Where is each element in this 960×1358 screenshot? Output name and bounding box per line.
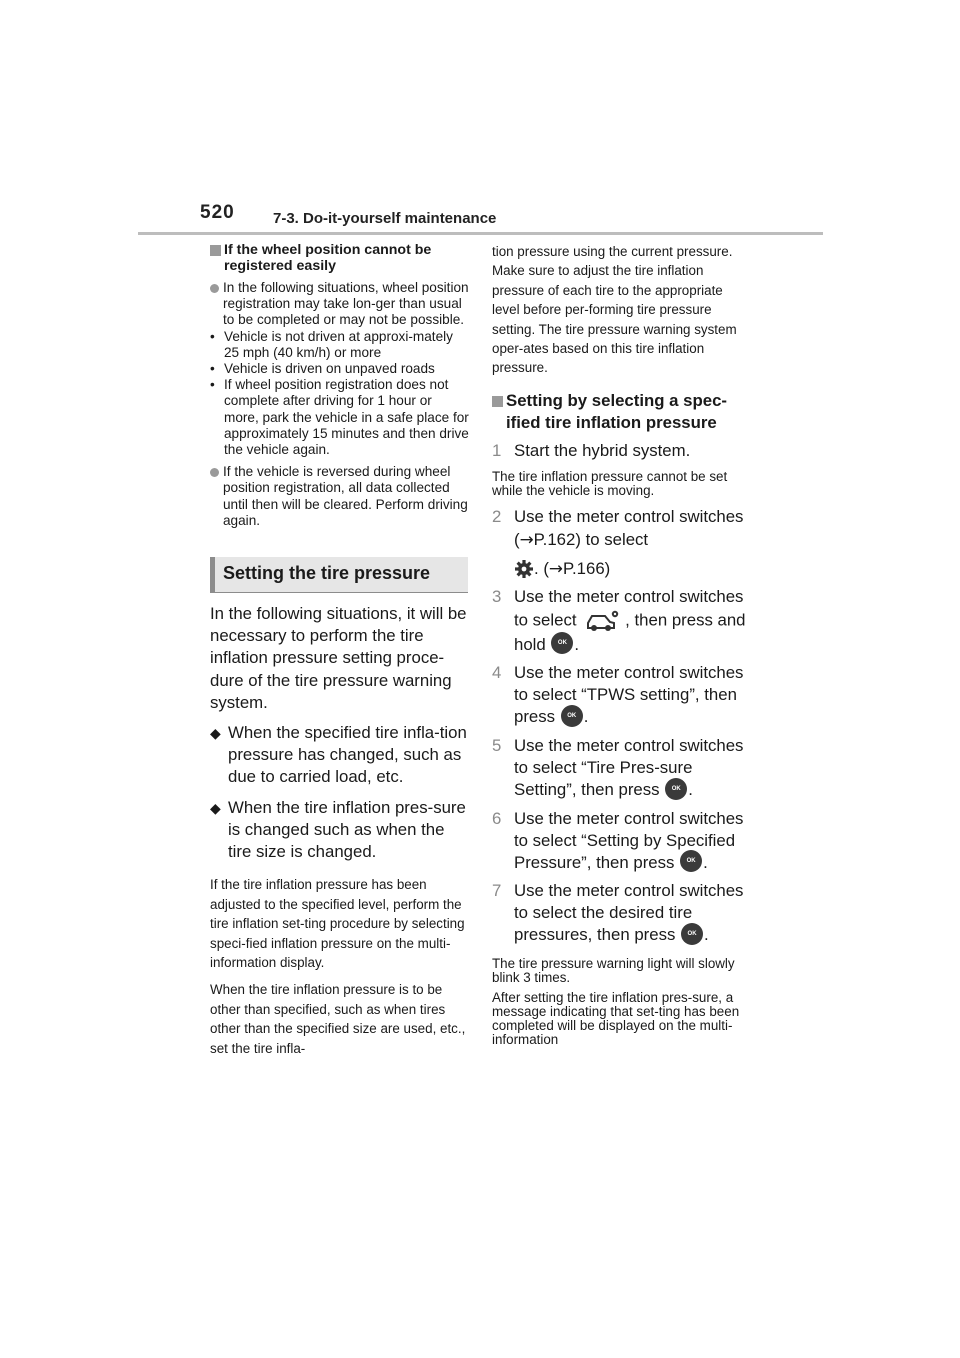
ok-button-icon: OK bbox=[665, 778, 687, 800]
bullet-text: In the following situations, wheel position registration may take lon-ger than usual to be completed or may not be possible. bbox=[223, 280, 469, 328]
note-paragraph: If the tire inflation pressure has been adjusted to the specified level, perform the tire inflation set-ting procedure by selecting speci-fied inflation pressure on the multi-information display. bbox=[210, 877, 465, 970]
square-bullet-icon bbox=[210, 245, 221, 256]
square-bullet-icon bbox=[492, 396, 503, 407]
step-note: The tire pressure warning light will slowly blink 3 times. bbox=[492, 955, 735, 985]
step-1: 1 Start the hybrid system. bbox=[492, 440, 691, 460]
step-6: 6 Use the meter control switches to select “Setting by Specified Pressure”, then press OK . bbox=[492, 808, 744, 872]
step-note: After setting the tire inflation pres-sure, a message indicating that set-ting has been completed will be displayed on the multi-information bbox=[492, 989, 740, 1047]
circle-bullet-icon bbox=[210, 468, 219, 477]
condition-list bbox=[210, 329, 470, 459]
note-paragraph: When the tire inflation pressure is to be other than specified, such as when tires other than the specified size are used, etc., set the tire infla- bbox=[210, 982, 466, 1056]
gear-icon bbox=[514, 559, 534, 579]
bullet-item bbox=[210, 464, 470, 529]
list-item: • Vehicle is not driven at approxi-mately 25 mph (40 km/h) or more bbox=[210, 328, 453, 360]
right-column bbox=[492, 242, 752, 1047]
bullet-text: If the vehicle is reversed during wheel position registration, all data collected until then will be cleared. Perform driving again. bbox=[223, 464, 468, 528]
ok-button-icon: OK bbox=[551, 632, 573, 654]
arrow-icon: → bbox=[548, 557, 563, 578]
intro-paragraph: In the following situations, it will be necessary to perform the tire inflation pressure setting proce-dure of the tire pressure warning system. bbox=[210, 604, 467, 712]
page-number: 520 bbox=[200, 202, 235, 223]
list-item: • Vehicle is driven on unpaved roads bbox=[210, 361, 435, 377]
list-item: ◆ When the tire inflation pres-sure is changed such as when the tire size is changed. bbox=[210, 797, 466, 862]
step-4: 4 Use the meter control switches to select “TPWS setting”, then press OK . bbox=[492, 663, 744, 727]
ok-button-icon: OK bbox=[561, 705, 583, 727]
step-note: The tire inflation pressure cannot be set while the vehicle is moving. bbox=[492, 468, 728, 498]
circle-bullet-icon bbox=[210, 284, 219, 293]
note-paragraph: tion pressure using the current pressure. Make sure to adjust the tire inflation pressure of each tire to the appropriate level before per-forming tire pressure setting. The tire pressure warning system oper-ates based on this tire inflation pressure. bbox=[492, 244, 737, 376]
ok-button-icon: OK bbox=[681, 923, 703, 945]
ok-button-icon: OK bbox=[680, 850, 702, 872]
step-7: 7 Use the meter control switches to select the desired tire pressures, then press OK . bbox=[492, 881, 744, 945]
car-settings-icon bbox=[585, 608, 621, 634]
header-rule bbox=[138, 232, 823, 235]
specified-pressure-heading: Setting by selecting a spec-ified tire inflation pressure bbox=[492, 390, 752, 434]
left-column bbox=[210, 242, 470, 1058]
list-item: • If wheel position registration does not complete after driving for 1 hour or more, park the vehicle in a safe place for approximately 15 minutes and then drive the vehicle again. bbox=[210, 377, 469, 458]
step-3: 3 Use the meter control switches to select , then press and hold OK . bbox=[492, 586, 746, 654]
step-2: 2 Use the meter control switches (→P.162) to select . (→P.166) bbox=[492, 506, 744, 578]
arrow-icon: → bbox=[519, 528, 534, 549]
list-item: ◆ When the specified tire infla-tion pressure has changed, such as due to carried load, etc. bbox=[210, 723, 467, 787]
diamond-bullet-icon: ◆ bbox=[210, 799, 221, 816]
step-5: 5 Use the meter control switches to select “Tire Pres-sure Setting”, then press OK . bbox=[492, 735, 744, 799]
setting-tire-pressure-heading: Setting the tire pressure bbox=[210, 557, 468, 593]
wheel-position-heading: If the wheel position cannot be registered easily bbox=[210, 242, 470, 274]
section-title: 7-3. Do-it-yourself maintenance bbox=[273, 210, 497, 227]
bullet-item bbox=[210, 280, 470, 329]
diamond-bullet-icon: ◆ bbox=[210, 725, 221, 742]
